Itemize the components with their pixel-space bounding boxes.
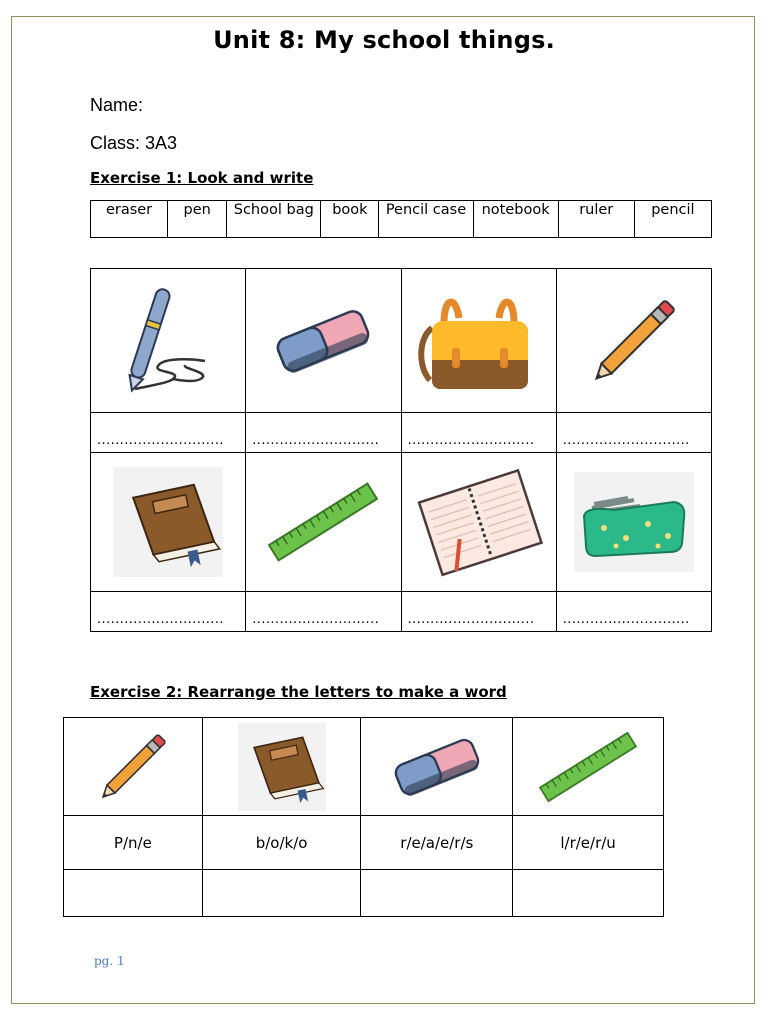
picture-cell [246, 453, 401, 592]
rearrange-table [63, 717, 664, 917]
word-bank-table [90, 200, 712, 238]
answer-blank[interactable]: ............................ [246, 413, 401, 453]
answer-blank[interactable]: ............................ [91, 592, 246, 632]
picture-table [90, 268, 712, 632]
answer-cell[interactable] [64, 870, 203, 917]
pencil-icon [88, 727, 178, 807]
answer-blank[interactable]: ............................ [401, 413, 556, 453]
scrambled-word: r/e/a/e/r/s [361, 816, 513, 870]
school-bag-icon [414, 288, 544, 393]
picture-cell [361, 718, 513, 816]
worksheet-title: Unit 8: My school things. [213, 26, 555, 54]
book-icon [113, 467, 223, 577]
scrambled-word: l/r/e/r/u [513, 816, 664, 870]
word-bank-item: notebook [473, 201, 558, 238]
picture-cell [91, 453, 246, 592]
ruler-icon [263, 477, 383, 567]
word-bank-item: pencil [634, 201, 711, 238]
picture-cell [246, 269, 401, 413]
picture-cell [556, 269, 711, 413]
picture-cell [91, 269, 246, 413]
exercise2-heading: Exercise 2: Rearrange the letters to make a word [90, 683, 507, 701]
word-bank-item: Pencil case [379, 201, 473, 238]
page-number: pg. 1 [94, 954, 125, 968]
picture-cell [513, 718, 664, 816]
picture-cell [556, 453, 711, 592]
word-bank-item: ruler [558, 201, 634, 238]
answer-blank[interactable]: ............................ [556, 592, 711, 632]
notebook-icon [414, 467, 544, 577]
exercise1-heading: Exercise 1: Look and write [90, 169, 314, 187]
class-label: Class: 3A3 [90, 133, 178, 153]
ruler-icon [533, 727, 643, 807]
name-label: Name: [90, 95, 144, 115]
answer-blank[interactable]: ............................ [91, 413, 246, 453]
word-bank-item: School bag [227, 201, 321, 238]
answer-cell[interactable] [202, 870, 361, 917]
pencil-icon [579, 291, 689, 391]
scrambled-word: P/n/e [64, 816, 203, 870]
word-bank-item: book [321, 201, 379, 238]
eraser-icon [268, 296, 378, 386]
pen-icon [113, 281, 223, 401]
answer-blank[interactable]: ............................ [401, 592, 556, 632]
scrambled-word: b/o/k/o [202, 816, 361, 870]
pencil-case-icon [574, 472, 694, 572]
picture-cell [401, 453, 556, 592]
word-bank-item: eraser [91, 201, 168, 238]
word-bank-item: pen [168, 201, 227, 238]
eraser-icon [385, 726, 489, 808]
picture-cell [401, 269, 556, 413]
answer-cell[interactable] [513, 870, 664, 917]
book-icon [228, 723, 336, 811]
answer-blank[interactable]: ............................ [246, 592, 401, 632]
answer-blank[interactable]: ............................ [556, 413, 711, 453]
picture-cell [64, 718, 203, 816]
picture-cell [202, 718, 361, 816]
answer-cell[interactable] [361, 870, 513, 917]
